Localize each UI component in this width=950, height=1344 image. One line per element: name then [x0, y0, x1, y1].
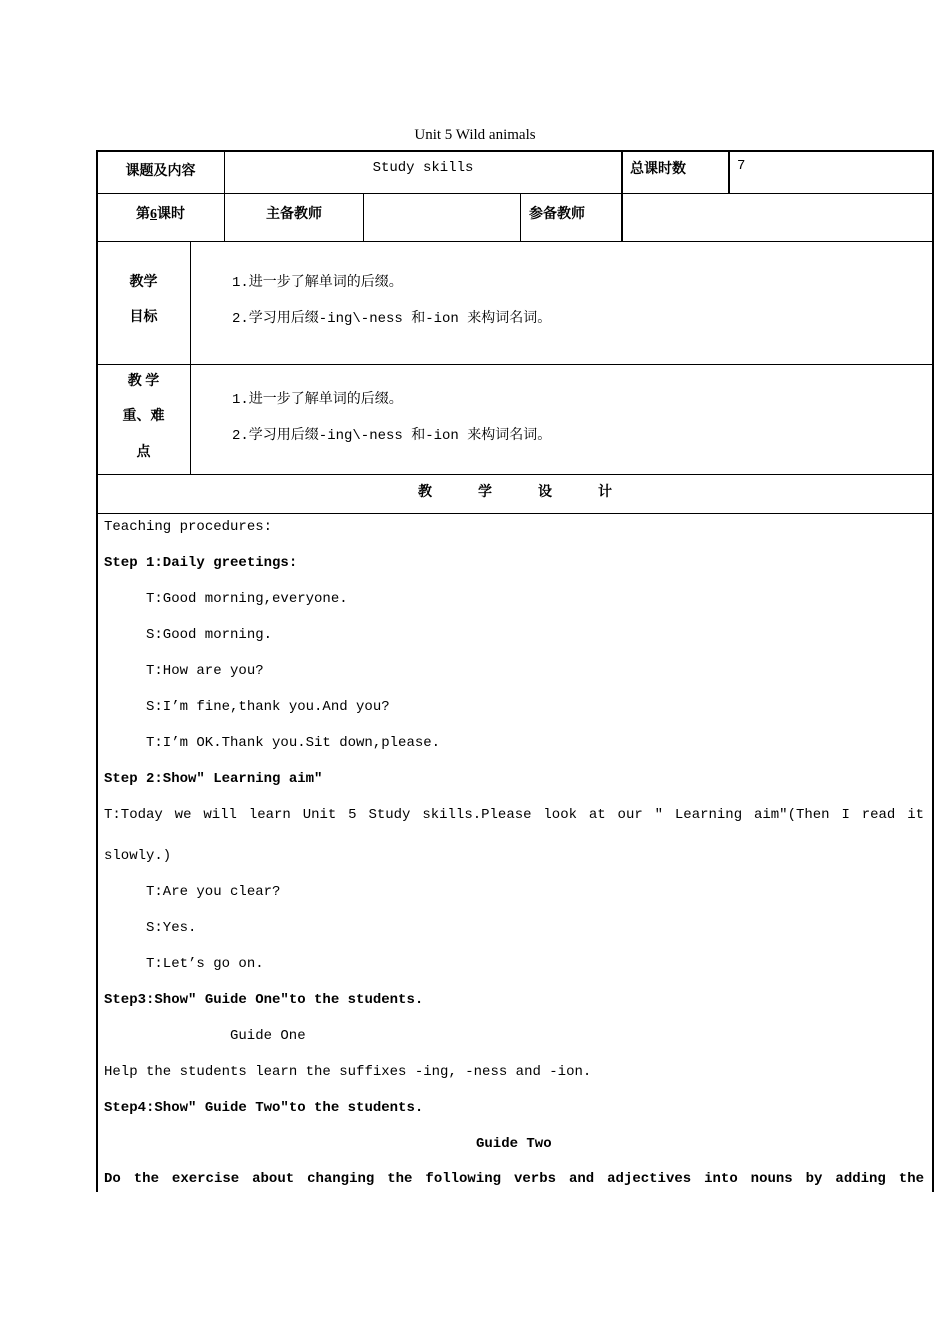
lesson-prefix: 第: [136, 207, 150, 222]
step-2-heading: Step 2:Show″ Learning aim″: [104, 771, 323, 787]
dialogue-line: S:I’m fine,thank you.And you?: [146, 699, 390, 715]
lesson-number-cell: [97, 203, 224, 223]
step-4-heading: Step4:Show″ Guide Two″to the students.: [104, 1100, 424, 1116]
procedures-intro: Teaching procedures:: [104, 519, 273, 535]
design-header-char: 学: [478, 485, 492, 500]
dialogue-line: T:Good morning,everyone.: [146, 591, 348, 607]
keypoints-label-2: 重、难: [122, 409, 165, 424]
design-header-char: 设: [538, 485, 552, 500]
design-header-char: 教: [418, 485, 432, 500]
keypoints-label-3: 点: [136, 445, 151, 460]
step-2-paragraph: T:Today we will learn Unit 5 Study skills.Please look at our ″ Learning aim″(Then I read it: [104, 807, 924, 823]
step-2-paragraph-cont: slowly.): [104, 848, 172, 864]
assist-teacher-label: 参备教师: [529, 207, 585, 222]
step-1-heading: Step 1:Daily greetings:: [104, 555, 298, 571]
lead-teacher-label: 主备教师: [266, 207, 322, 222]
topic-value: Study skills: [372, 160, 474, 176]
topic-label: 课题及内容: [125, 164, 196, 179]
keypoints-label-1: 教 学: [127, 374, 160, 389]
dialogue-line: S:Yes.: [146, 920, 197, 936]
step-3-heading: Step3:Show″ Guide One″to the students.: [104, 992, 424, 1008]
total-hours-value: 7: [737, 158, 746, 174]
dialogue-line: T:How are you?: [146, 663, 264, 679]
objectives-label-1: 教学: [129, 275, 158, 290]
keypoint-item: 1.进一步了解单词的后缀。: [232, 392, 403, 408]
dialogue-line: T:Let’s go on.: [146, 956, 264, 972]
design-header-char: 计: [598, 485, 612, 500]
guide-two-text: Do the exercise about changing the following verbs and adjectives into nouns by adding the: [104, 1171, 924, 1187]
guide-one-text: Help the students learn the suffixes -ing, -ness and -ion.: [104, 1064, 592, 1080]
guide-two-title: Guide Two: [476, 1136, 552, 1152]
keypoint-item: 2.学习用后缀-ing\-ness 和-ion 来构词名词。: [232, 428, 552, 444]
objective-item: 1.进一步了解单词的后缀。: [232, 275, 403, 291]
dialogue-line: S:Good morning.: [146, 627, 273, 643]
objective-item: 2.学习用后缀-ing\-ness 和-ion 来构词名词。: [232, 311, 552, 327]
objectives-label-2: 目标: [129, 310, 158, 325]
lesson-suffix: 课时: [157, 207, 185, 222]
document-title: Unit 5 Wild animals: [414, 127, 536, 143]
lesson-number: 6: [150, 207, 157, 222]
dialogue-line: T:I’m OK.Thank you.Sit down,please.: [146, 735, 441, 751]
guide-one-title: Guide One: [230, 1028, 306, 1044]
total-hours-label: 总课时数: [630, 162, 686, 177]
dialogue-line: T:Are you clear?: [146, 884, 281, 900]
